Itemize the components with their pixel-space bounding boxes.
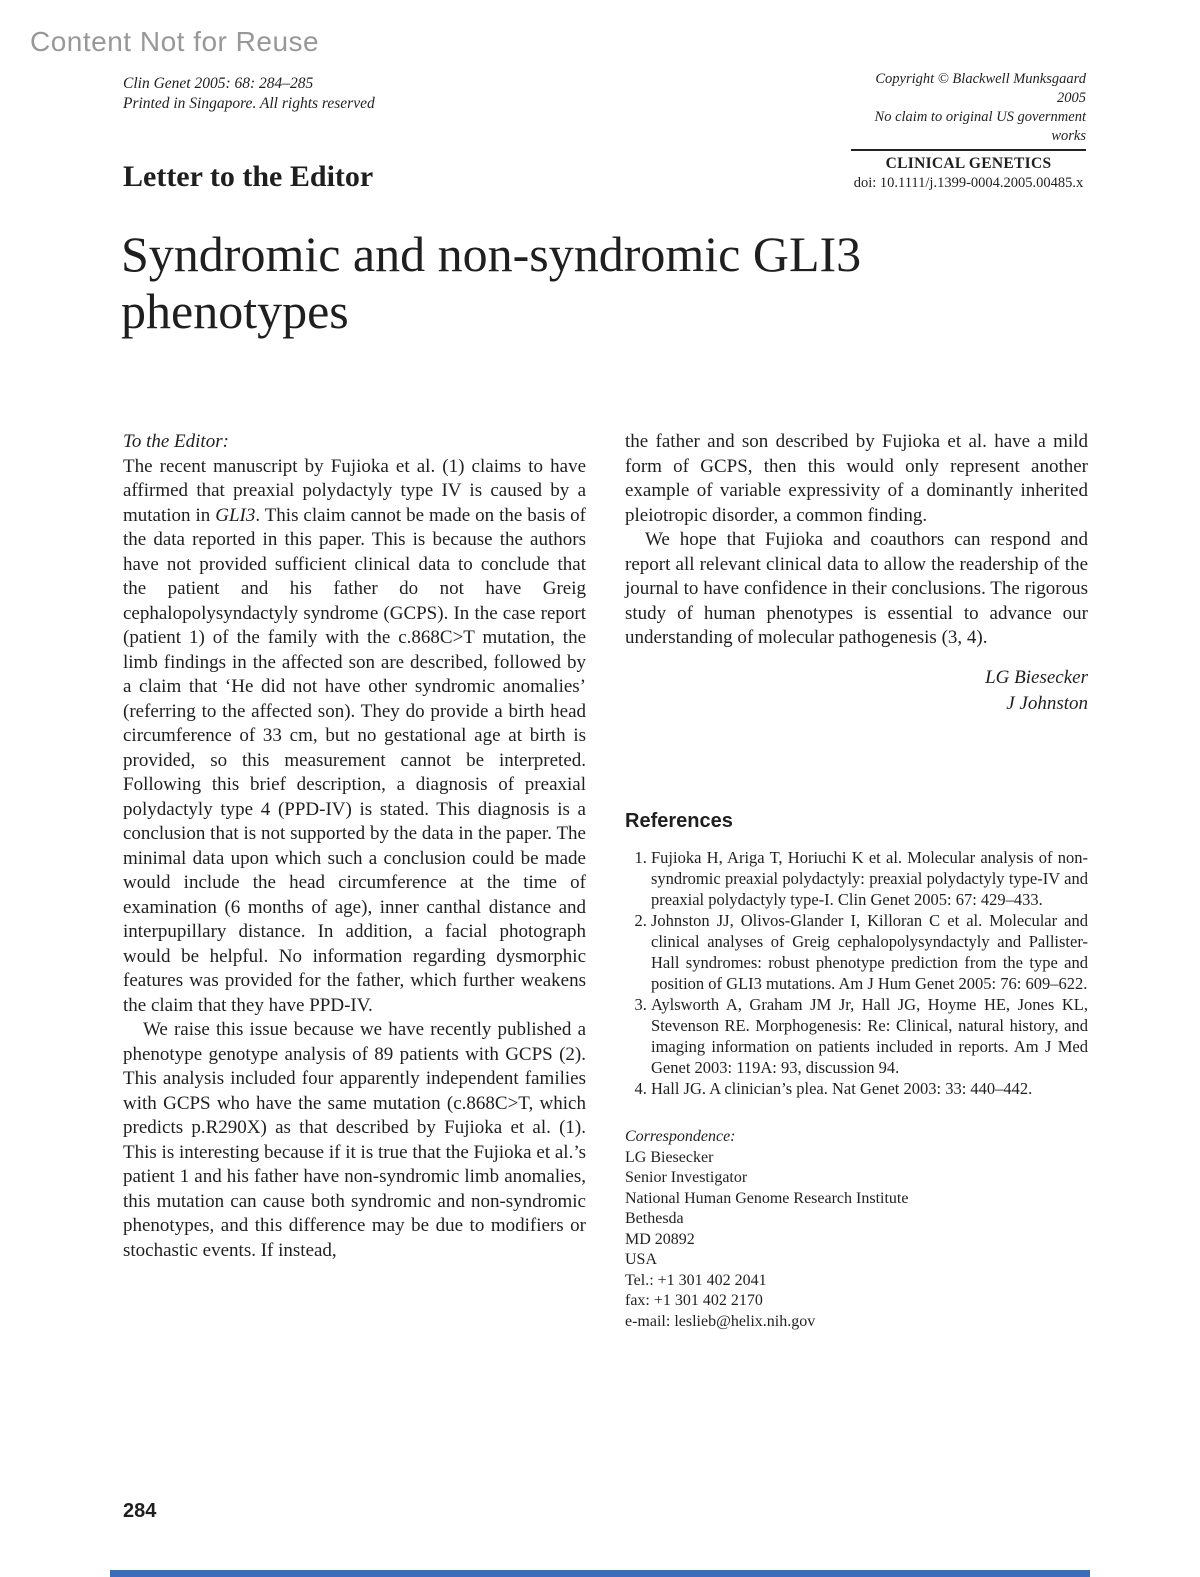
- left-column: [123, 430, 586, 1263]
- reference-item: 2. Johnston JJ, Olivos-Glander I, Killoran C et al. Molecular and clinical analyses of Greig cephalopolysyndactyly and Pallister-Hall syndromes: robust phenotype prediction from the type and position of GLI3 mutations. Am J Hum Genet 2005: 76: 609–622.: [651, 910, 1088, 994]
- body-paragraph-4: We hope that Fujioka and coauthors can respond and report all relevant clinical data to allow the readership of the journal to have confidence in their conclusions. The rigorous study of human phenotypes is essential to advance our understanding of molecular pathogenesis (3, 4).: [625, 529, 1088, 648]
- body-paragraph-3: the father and son described by Fujioka et al. have a mild form of GCPS, then this would only represent another example of variable expressivity of a dominantly inherited pleiotropic disorder, a common finding.: [625, 431, 1088, 526]
- correspondence-line: MD 20892: [625, 1230, 695, 1248]
- copyright-block: [851, 70, 1086, 193]
- journal-citation-block: [123, 74, 375, 114]
- watermark-text: Content Not for Reuse: [30, 26, 320, 57]
- correspondence-line: USA: [625, 1251, 658, 1268]
- correspondence-line: Senior Investigator: [625, 1169, 748, 1186]
- correspondence-line: e-mail: leslieb@helix.nih.gov: [625, 1312, 816, 1330]
- author-name: LG Biesecker: [985, 666, 1088, 688]
- printed-in-line: Printed in Singapore. All rights reserved: [123, 95, 375, 112]
- salutation: To the Editor:: [123, 431, 229, 452]
- no-claim-line: No claim to original US government works: [874, 109, 1086, 144]
- section-heading: Letter to the Editor: [123, 160, 374, 193]
- correspondence-label: Correspondence:: [625, 1128, 736, 1145]
- correspondence-block: [625, 1127, 1088, 1332]
- correspondence-line: Bethesda: [625, 1210, 684, 1227]
- doi-line: doi: 10.1111/j.1399-0004.2005.00485.x: [853, 175, 1084, 191]
- page-number: 284: [123, 1500, 157, 1522]
- journal-name: CLINICAL GENETICS: [885, 155, 1052, 172]
- body-paragraph-2: We raise this issue because we have recently published a phenotype genotype analysis of 89 patients with GCPS (2). This analysis included four apparently independent families with GCPS who have the same mutation (c.868C>T, which predicts p.R290X) as that described by Fujioka et al. (1). This is interesting because if it is true that the Fujioka et al.’s patient 1 and his father have non-syndromic limb anomalies, this mutation can cause both syndromic and non-syndromic phenotypes, and this difference may be due to modifiers or stochastic events. If instead,: [123, 1019, 586, 1261]
- right-column: [625, 430, 1088, 1332]
- correspondence-line: Tel.: +1 301 402 2041: [625, 1271, 767, 1289]
- copyright-line: Copyright © Blackwell Munksgaard 2005: [875, 71, 1086, 106]
- body-paragraph-1: The recent manuscript by Fujioka et al. (1) claims to have affirmed that preaxial polydactyly type IV is caused by a mutation in GLI3. This claim cannot be made on the basis of the data reported in this paper. This is because the authors have not provided sufficient clinical data to conclude that the patient and his father do not have Greig cephalopolysyndactyly syndrome (GCPS). In the case report (patient 1) of the family with the c.868C>T mutation, the limb findings in the affected son are described, followed by a claim that ‘He did not have other syndromic anomalies’ (referring to the affected son). They do provide a birth head circumference of 33 cm, but no gestational age at birth is provided, so this measurement cannot be interpreted. Following this brief description, a diagnosis of preaxial polydactyly type 4 (PPD-IV) is stated. This diagnosis is a conclusion that is not supported by the data in the paper. The minimal data upon which such a conclusion could be made would include the head circumference at the time of examination (6 months of age), inner canthal distance and interpupillary distance. In addition, a facial photograph would be helpful. No information regarding dysmorphic features was provided for the father, which further weakens the claim that they have PPD-IV.: [123, 455, 586, 1016]
- references-list: [625, 847, 1088, 1099]
- footer-color-bar: [110, 1570, 1090, 1577]
- references-heading: References: [625, 809, 733, 832]
- journal-citation: Clin Genet 2005: 68: 284–285: [123, 75, 314, 92]
- correspondence-line: LG Biesecker: [625, 1148, 714, 1166]
- correspondence-line: fax: +1 301 402 2170: [625, 1292, 763, 1309]
- reference-item: 3. Aylsworth A, Graham JM Jr, Hall JG, Hoyme HE, Jones KL, Stevenson RE. Morphogenesis: Re: Clinical, natural history, and imaging information on patients included in reports. Am J Med Genet 2003: 119A: 93, discussion 94.: [651, 994, 1088, 1078]
- correspondence-line: National Human Genome Research Institute: [625, 1189, 909, 1207]
- header-rule: [851, 149, 1086, 151]
- author-name: J Johnston: [1006, 692, 1088, 714]
- author-signatures: [625, 665, 1088, 717]
- article-title: Syndromic and non-syndromic GLI3 phenotypes: [121, 226, 862, 339]
- reference-item: 4. Hall JG. A clinician’s plea. Nat Genet 2003: 33: 440–442.: [651, 1078, 1088, 1099]
- reference-item: 1. Fujioka H, Ariga T, Horiuchi K et al. Molecular analysis of non-syndromic preaxial polydactyly: preaxial polydactyly type-IV and preaxial polydactyly type-I. Clin Genet 2005: 67: 429–433.: [651, 847, 1088, 910]
